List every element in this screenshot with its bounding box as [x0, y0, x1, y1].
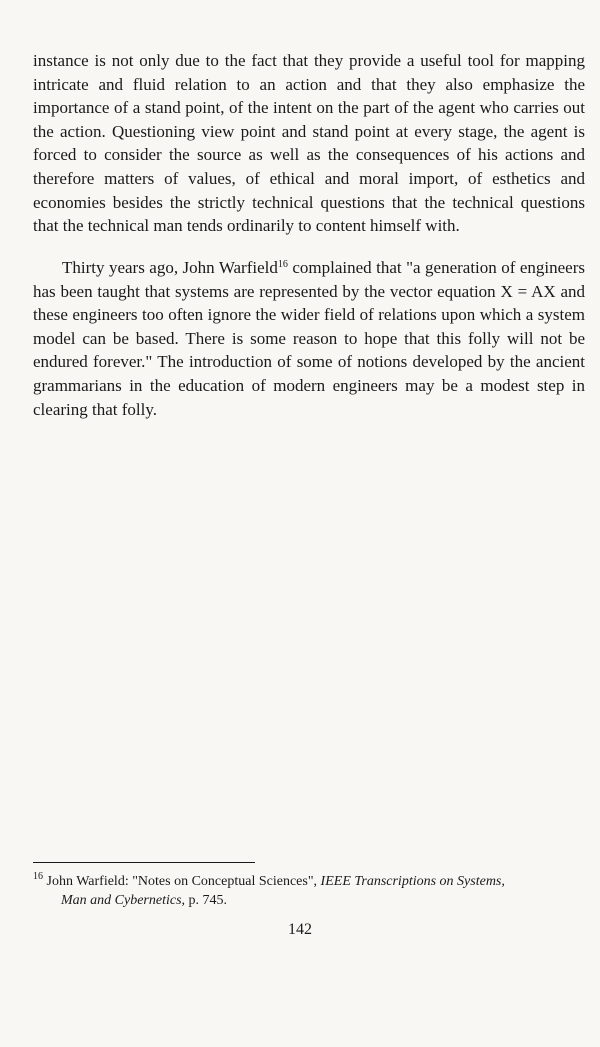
body-paragraph-1: [33, 49, 585, 238]
paragraph-2-text-end: complained that "a generation of engineers has been taught that systems are represented by the vector equation X = AX and these engineers too often ignore the wider field of relations upon which a system model can be based. There is some reason to hope that this folly will not be endured forever." The introduction of some of notions developed by the ancient grammarians in the education of modern engineers may be a modest step in clearing that folly.: [33, 258, 585, 419]
footnote-journal-line-1: IEEE Transcriptions on Systems,: [320, 874, 505, 889]
footnote-separator: [33, 862, 255, 863]
footnote-reference: 16: [277, 259, 288, 270]
footnote-journal-line-2: Man and Cybernetics,: [61, 893, 186, 908]
paragraph-2-text-start: Thirty years ago, John Warfield: [62, 258, 278, 277]
footnote-marker: 16: [33, 871, 43, 882]
footnote-continuation: [33, 891, 585, 910]
paragraph-1-text: instance is not only due to the fact that they provide a useful tool for mapping intricate and fluid relation to an action and that they also emphasize the importance of a stand point, of the intent on the part of the agent who carries out the action. Questioning view point and stand point at every stage, the agent is forced to consider the source as well as the consequences of his actions and therefore matters of values, of ethical and moral import, of esthetics and economies besides the strictly technical questions that the technical questions that the technical man tends ordinarily to content himself with.: [33, 51, 585, 236]
footnote-author-title: John Warfield: "Notes on Conceptual Sciences",: [43, 874, 321, 889]
footnote-pages: p. 745.: [185, 893, 228, 908]
footnote: [33, 872, 585, 910]
page-number: 142: [288, 921, 312, 938]
body-paragraph-2: [33, 256, 585, 421]
